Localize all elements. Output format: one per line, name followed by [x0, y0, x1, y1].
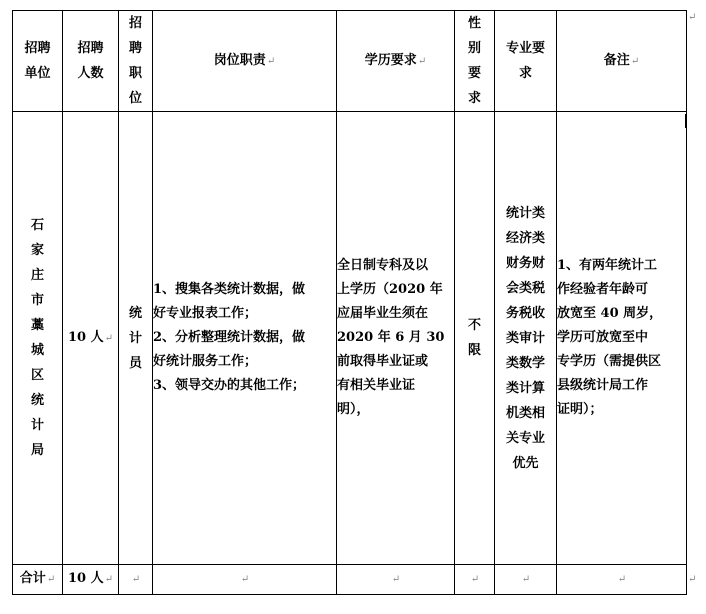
total-remarks: ↵ [557, 565, 687, 595]
row-end-mark-bottom: ↵ [688, 574, 697, 585]
total-education: ↵ [337, 565, 455, 595]
cell-duties: 1、搜集各类统计数据，做 好专业报表工作； 2、分析整理统计数据，做 好统计服务工作； 3、领导交办的其他工作； [153, 112, 337, 565]
total-count: 10 人↵ [63, 565, 119, 595]
cell-education: 全日制专科及以 上学历（2020 年 应届毕业生须在 2020 年 6 月 30 前取得毕业证或 有相关毕业证 明）， [337, 112, 455, 565]
header-position: 招 聘 职 位 [119, 11, 153, 112]
header-remarks: 备注↵ [557, 11, 687, 112]
header-row [13, 11, 687, 112]
total-duties: ↵ [153, 565, 337, 595]
cell-unit: 石 家 庄 市 藁 城 区 统 计 局 [13, 112, 63, 565]
header-unit: 招聘 单位 [13, 11, 63, 112]
cell-remarks: 1、有两年统计工 作经验者年龄可 放宽至 40 周岁， 学历可放宽至中 专学历（需提供区 县级统计局工作 证明）； [557, 112, 687, 565]
cell-position: 统 计 员 [119, 112, 153, 565]
cell-major: 统计类 经济类 财务财 会类税 务税收 类审计 类数学 类计算 机类相 关专业 优先 [495, 112, 557, 565]
header-count: 招聘 人数 [63, 11, 119, 112]
row-end-mark-top: ↵ [688, 12, 697, 23]
header-major: 专业要 求 [495, 11, 557, 112]
cell-count: 10 人↵ [63, 112, 119, 565]
total-position: ↵ [119, 565, 153, 595]
total-row [13, 565, 687, 595]
total-gender: ↵ [455, 565, 495, 595]
cell-gender: 不 限 [455, 112, 495, 565]
total-label: 合计↵ [13, 565, 63, 595]
total-major: ↵ [495, 565, 557, 595]
text-cursor [685, 114, 687, 128]
recruitment-table [12, 10, 687, 595]
header-duties: 岗位职责↵ [153, 11, 337, 112]
header-education: 学历要求↵ [337, 11, 455, 112]
header-gender: 性 别 要 求 [455, 11, 495, 112]
data-row [13, 112, 687, 565]
